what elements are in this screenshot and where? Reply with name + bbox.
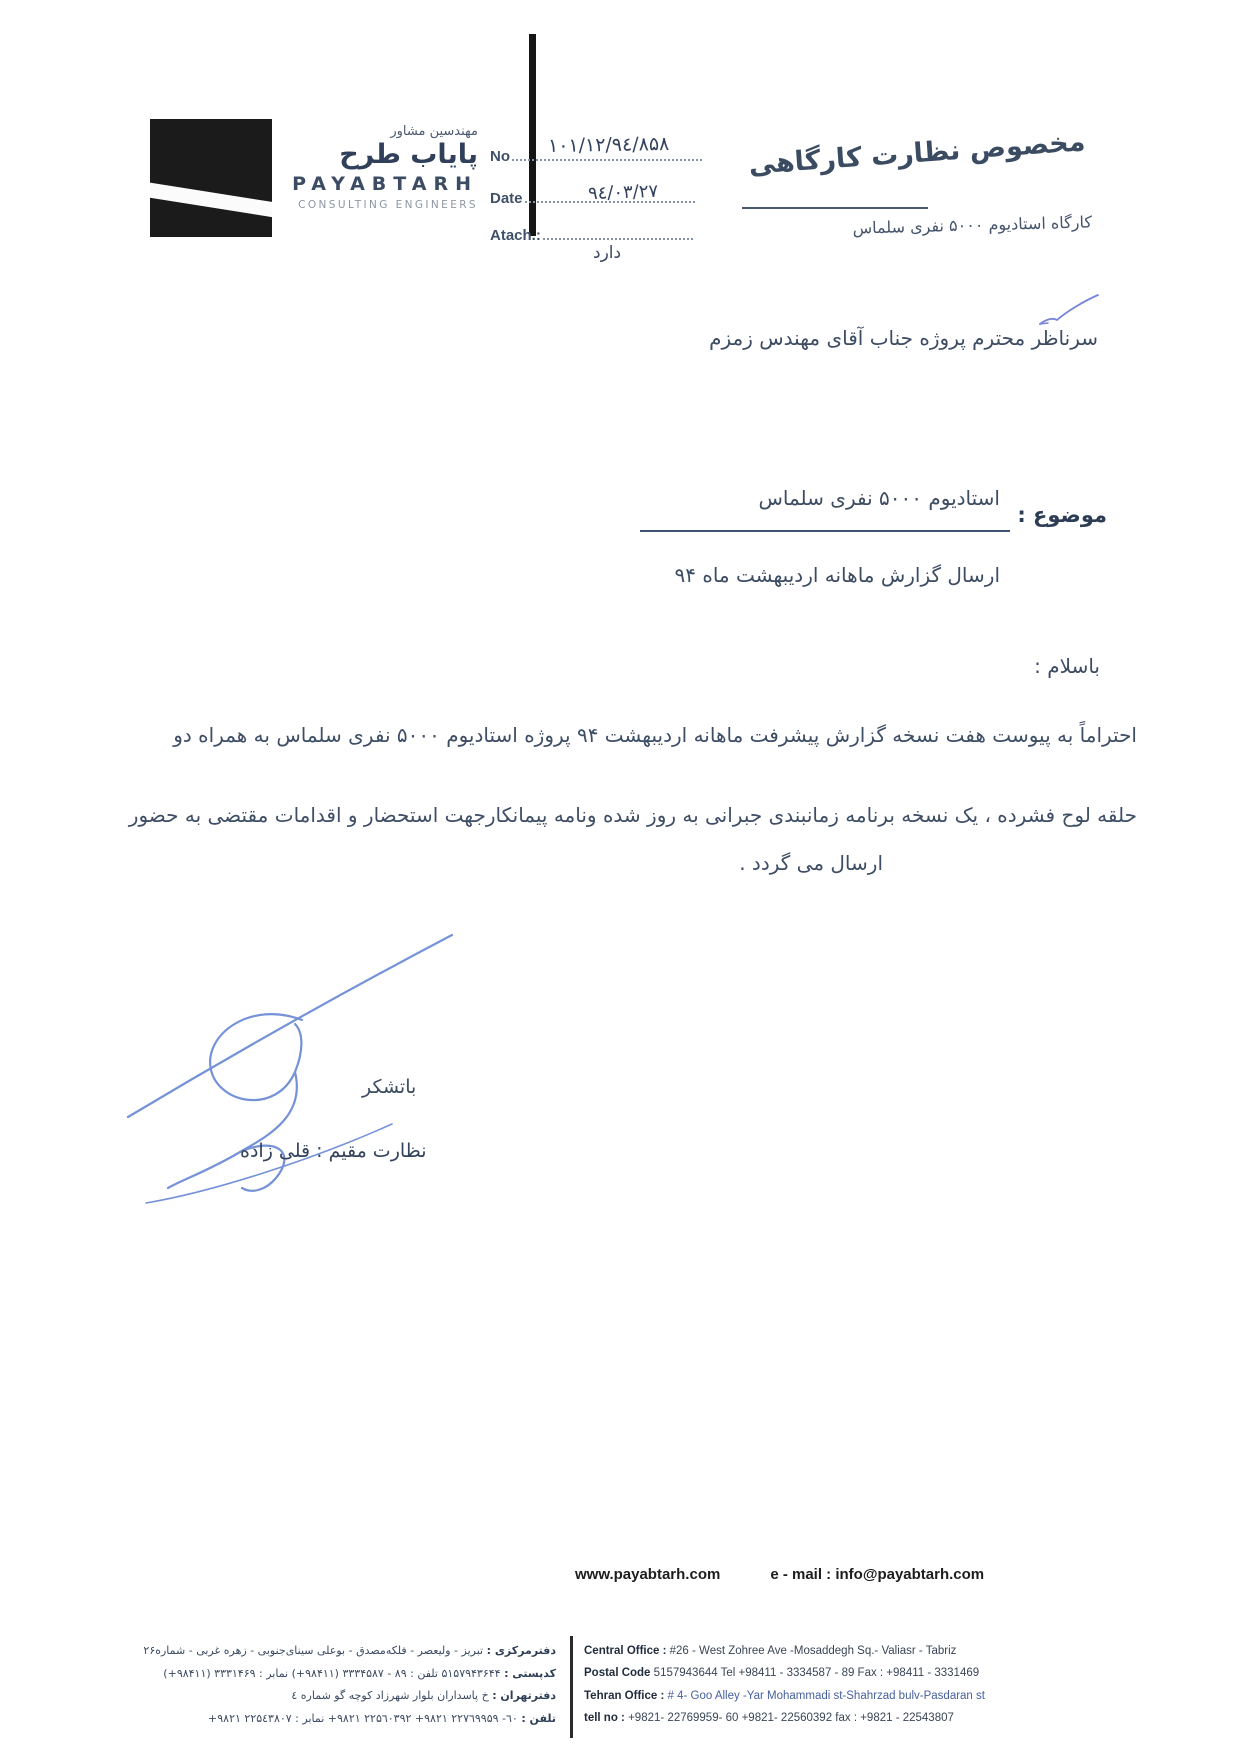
ref-attach-row <box>490 227 693 245</box>
recipient-line: سرناظر محترم پروژه جناب آقای مهندس زمزم <box>709 326 1098 350</box>
footer-en-label: tell no : <box>584 1712 625 1725</box>
ref-attach-dots <box>543 227 693 240</box>
subject-label: موضوع : <box>1017 503 1107 527</box>
footer-en-row-central <box>584 1640 1140 1662</box>
company-name-en: PAYABTARH <box>292 173 478 196</box>
body-line-2: حلقه لوح فشرده ، یک نسخه برنامه زمانبندی جبرانی به روز شده ونامه پیمانکارجهت استحضار و اقدامات مقتضی به حضور <box>128 803 1137 827</box>
footer-fa-text: خ پاسداران بلوار شهرزاد کوچه گو شماره ٤ <box>291 1689 489 1703</box>
closing-thanks: باتشکر <box>362 1076 417 1098</box>
pen-check-mark-icon <box>1036 292 1102 330</box>
signer-name: نظارت مقیم : قلی زاده <box>240 1140 427 1162</box>
subject-project-line: استادیوم ۵۰۰۰ نفری سلماس <box>758 486 1000 510</box>
footer-address-fa <box>88 1640 556 1730</box>
ref-attach-label: Atach.: <box>490 227 541 244</box>
footer-fa-label: کدپستی : <box>504 1666 556 1680</box>
handwritten-signature <box>90 902 470 1212</box>
footer-en-row-tehran <box>584 1685 1140 1707</box>
footer-fa-text: ۵۱۵۷۹۴۳۶۴۴ تلفن : ۸۹ - ۳۳۳۴۵۸۷ (۹۸۴۱۱+) نمابر : ۳۳۳۱۴۶۹ (۹۸۴۱۱+) <box>163 1666 501 1680</box>
footer-en-row-phone <box>584 1707 1140 1729</box>
footer-address-en <box>584 1640 1140 1730</box>
subject-title-line: ارسال گزارش ماهانه اردیبهشت ماه ۹۴ <box>674 563 1000 587</box>
subject-underline <box>640 530 1010 532</box>
footer-en-text: 5157943644 Tel +98411 - 3334587 - 89 Fax : +98411 - 3331469 <box>653 1667 980 1680</box>
company-name-fa: پایاب طرح <box>339 139 478 170</box>
ref-date-value-handwritten: ۹٤/۰۳/۲۷ <box>587 180 659 205</box>
footer-fa-row-postal <box>88 1663 556 1686</box>
footer-fa-label: دفترتهران : <box>492 1689 556 1703</box>
body-line-1: احتراماً به پیوست هفت نسخه گزارش پیشرفت ماهانه اردیبهشت ۹۴ پروژه استادیوم ۵۰۰۰ نفری سلماس به همراه دو <box>173 723 1137 747</box>
ref-no-value-handwritten: ۱۰۱/۱۲/۹٤/۸۵۸ <box>547 132 670 158</box>
ref-no-label: No <box>490 148 510 165</box>
footer-en-label: Postal Code <box>584 1667 651 1680</box>
footer-fa-row-tehran <box>88 1685 556 1708</box>
footer-en-text: # 4- Goo Alley -Yar Mohammadi st-Shahrzad bulv-Pasdaran st <box>667 1689 985 1702</box>
site-name-note: کارگاه استادیوم ۵۰۰۰ نفری سلماس <box>852 212 1093 238</box>
body-line-3: ارسال می گردد . <box>739 851 883 875</box>
salutation: باسلام : <box>1034 654 1100 678</box>
footer-fa-text: ٦٠- ۲۲۷٦۹۹۵۹ ۹۸۲۱+ ۲۲۵٦۰۳۹۲ ۹۸۲۱+ نمابر : ۲۲۵٤۳۸۰۷ ۹۸۲۱+ <box>208 1711 518 1725</box>
website-url: www.payabtarh.com <box>575 1566 721 1583</box>
footer-en-label: Tehran Office : <box>584 1689 665 1702</box>
logo-text-block <box>250 124 478 211</box>
footer-fa-row-phone <box>88 1708 556 1731</box>
email-address: e - mail : info@payabtarh.com <box>770 1566 985 1583</box>
footer-en-text: #26 - West Zohree Ave -Mosaddegh Sq.- Valiasr - Tabriz <box>669 1645 957 1657</box>
ref-attach-value-handwritten: دارد <box>593 243 622 263</box>
site-supervision-note: مخصوص نظارت کارگاهی <box>747 126 1087 181</box>
company-tagline-fa: مهندسین مشاور <box>390 124 478 139</box>
footer-en-row-postal <box>584 1662 1140 1684</box>
stamp-underline <box>742 207 928 209</box>
contact-web-line <box>575 1566 984 1583</box>
footer-fa-label: تلفن : <box>521 1711 556 1725</box>
footer-en-label: Central Office : <box>584 1645 667 1657</box>
footer-divider <box>570 1636 573 1738</box>
footer-en-text: +9821- 22769959- 60 +9821- 22560392 fax : +9821 - 22543807 <box>628 1712 954 1725</box>
ref-date-label: Date <box>490 190 523 207</box>
footer-fa-text: تبریز - ولیعصر - فلکه‌مصدق - بوعلی سینای‌جنوبی - زهره غربی - شماره۲۶ <box>143 1644 484 1657</box>
company-tagline-en: CONSULTING ENGINEERS <box>298 199 478 212</box>
footer-fa-row-central <box>88 1640 556 1663</box>
footer-fa-label: دفترمرکزی : <box>486 1644 556 1657</box>
